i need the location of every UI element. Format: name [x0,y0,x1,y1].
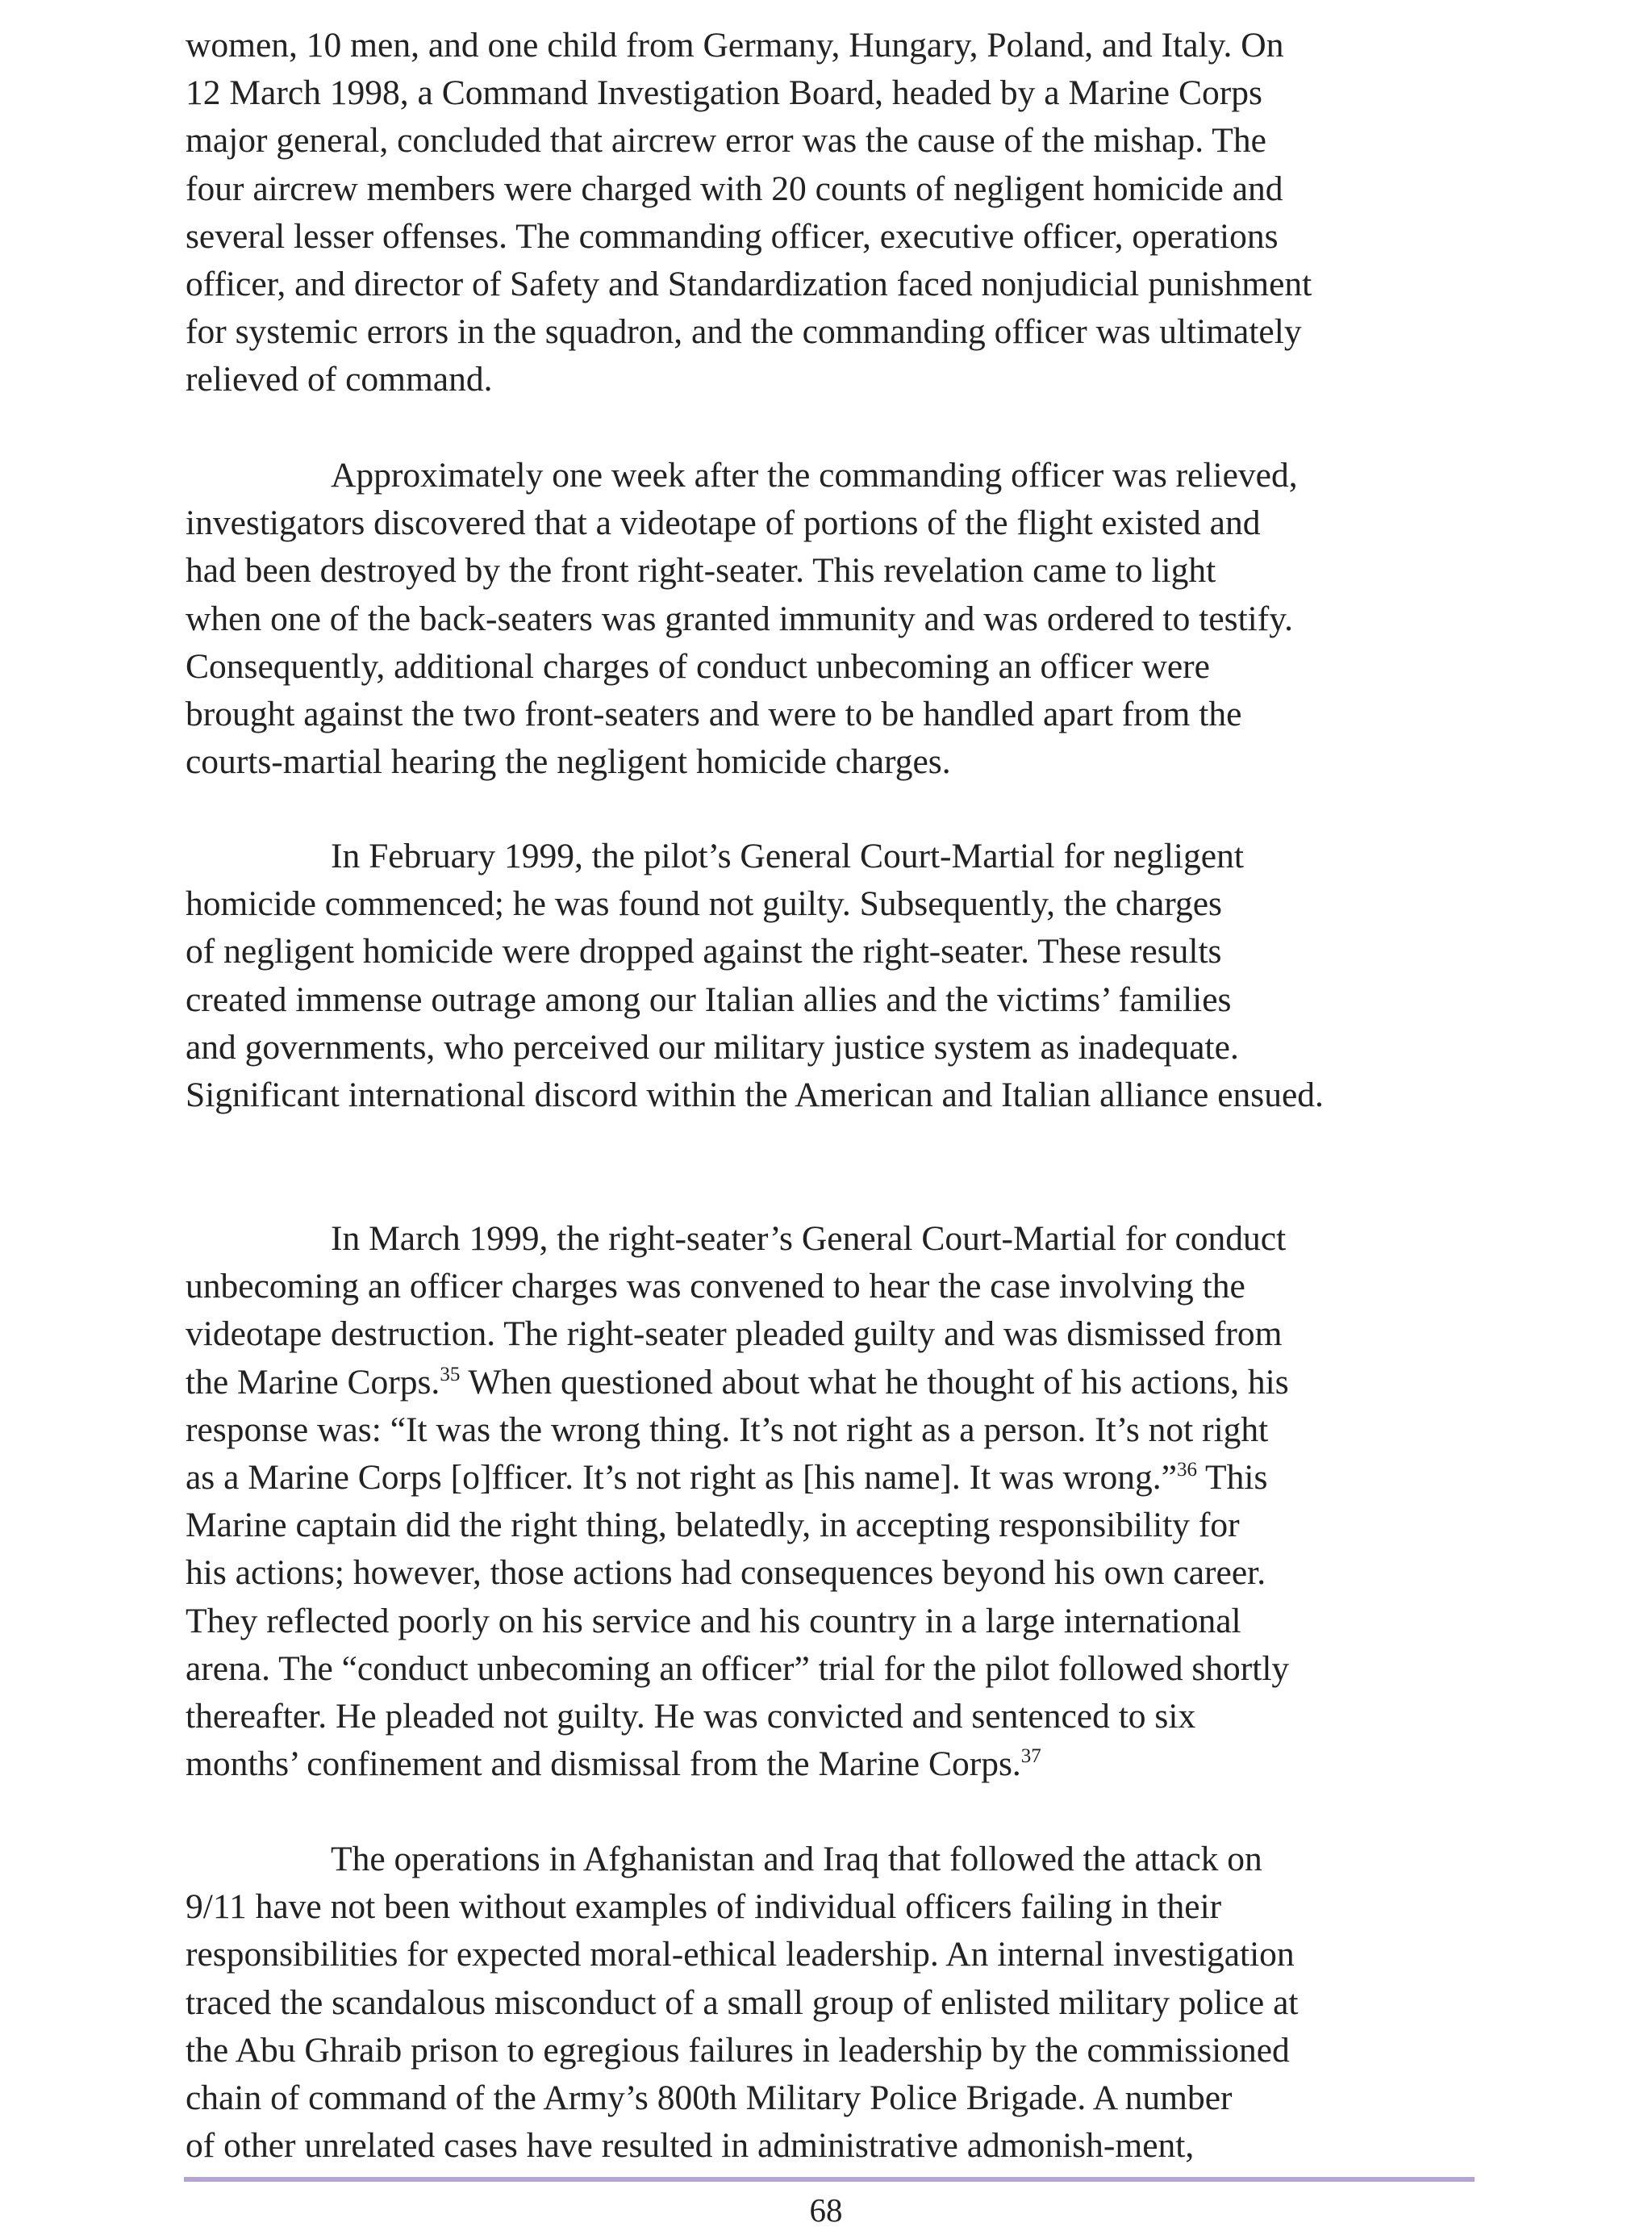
text-line: Consequently, additional charges of conduct unbecoming an officer were [186,646,1210,686]
text-line: for systemic errors in the squadron, and the commanding officer was ultimately [186,312,1302,352]
text-line: relieved of command. [186,360,493,399]
text-line: thereafter. He pleaded not guilty. He was convicted and sentenced to six [186,1697,1196,1736]
text-line: of other unrelated cases have resulted in administrative admonish-ment, [186,2126,1195,2166]
paragraph-5 [186,1836,1500,2170]
text-line: response was: “It was the wrong thing. It’s not right as a person. It’s not right [186,1410,1269,1449]
text-line: chain of command of the Army’s 800th Military Police Brigade. A number [186,2079,1233,2118]
text-line: his actions; however, those actions had consequences beyond his own career. [186,1553,1266,1593]
text-line: traced the scandalous misconduct of a small group of enlisted military police at [186,1982,1299,2022]
text-line: and governments, who perceived our military justice system as inadequate. [186,1027,1239,1067]
text-line: investigators discovered that a videotape of portions of the flight existed and [186,503,1261,543]
footnote-ref-36[interactable]: 36 [1176,1459,1197,1481]
paragraph-3 [186,833,1500,1119]
text-line [186,1740,1500,1788]
text-segment: months’ confinement and dismissal from the Marine Corps. [186,1744,1021,1784]
text-line: women, 10 men, and one child from Germany, Hungary, Poland, and Italy. On [186,26,1284,65]
text-line: had been destroyed by the front right-seater. This revelation came to light [186,551,1216,591]
text-line: The operations in Afghanistan and Iraq that followed the attack on [331,1840,1262,1878]
text-line: several lesser offenses. The commanding officer, executive officer, operations [186,216,1279,256]
text-line [186,1454,1500,1502]
text-line: 12 March 1998, a Command Investigation Board, headed by a Marine Corps [186,73,1262,113]
page-number: 68 [809,2191,843,2229]
text-line: arena. The “conduct unbecoming an officer” trial for the pilot followed shortly [186,1648,1290,1688]
text-segment: This [1196,1458,1268,1498]
text-line: videotape destruction. The right-seater pleaded guilty and was dismissed from [186,1314,1283,1354]
footer-divider [184,2177,1475,2182]
text-line: created immense outrage among our Italian allies and the victims’ families [186,980,1232,1019]
text-line: when one of the back-seaters was granted immunity and was ordered to testify. [186,599,1294,638]
text-line: They reflected poorly on his service and his country in a large international [186,1601,1241,1640]
text-line: unbecoming an officer charges was convened to hear the case involving the [186,1267,1245,1306]
text-line: brought against the two front-seaters and were to be handled apart from the [186,695,1242,734]
text-line: In February 1999, the pilot’s General Court-Martial for negligent [331,837,1244,875]
text-segment: as a Marine Corps [o]fficer. It’s not right as [his name]. It was wrong.” [186,1458,1177,1498]
text-line: officer, and director of Safety and Standardization faced nonjudicial punishment [186,265,1312,304]
text-line: homicide commenced; he was found not guilty. Subsequently, the charges [186,884,1222,924]
text-line: courts-martial hearing the negligent homicide charges. [186,742,951,782]
text-line: In March 1999, the right-seater’s General Court-Martial for conduct [331,1219,1287,1258]
footnote-ref-35[interactable]: 35 [440,1363,461,1385]
text-line: Marine captain did the right thing, belatedly, in accepting responsibility for [186,1506,1240,1545]
text-line: of negligent homicide were dropped against the right-seater. These results [186,932,1222,971]
paragraph-4 [186,1215,1500,1788]
text-line [186,1359,1500,1406]
text-line: four aircrew members were charged with 20 counts of negligent homicide and [186,169,1283,208]
text-line: Approximately one week after the commanding officer was relieved, [331,456,1298,495]
text-line: major general, concluded that aircrew error was the cause of the mishap. The [186,121,1266,161]
text-line: Significant international discord within the American and Italian alliance ensued. [186,1076,1324,1115]
text-line: the Abu Ghraib prison to egregious failures in leadership by the commissioned [186,2030,1290,2070]
text-segment: When questioned about what he thought of his actions, his [460,1362,1289,1402]
paragraph-2 [186,452,1500,786]
text-segment: the Marine Corps. [186,1362,440,1402]
text-line: 9/11 have not been without examples of individual officers failing in their [186,1887,1222,1927]
footnote-ref-37[interactable]: 37 [1020,1745,1041,1768]
text-line: responsibilities for expected moral-ethical leadership. An internal investigation [186,1935,1295,1974]
paragraph-1 [186,22,1500,404]
